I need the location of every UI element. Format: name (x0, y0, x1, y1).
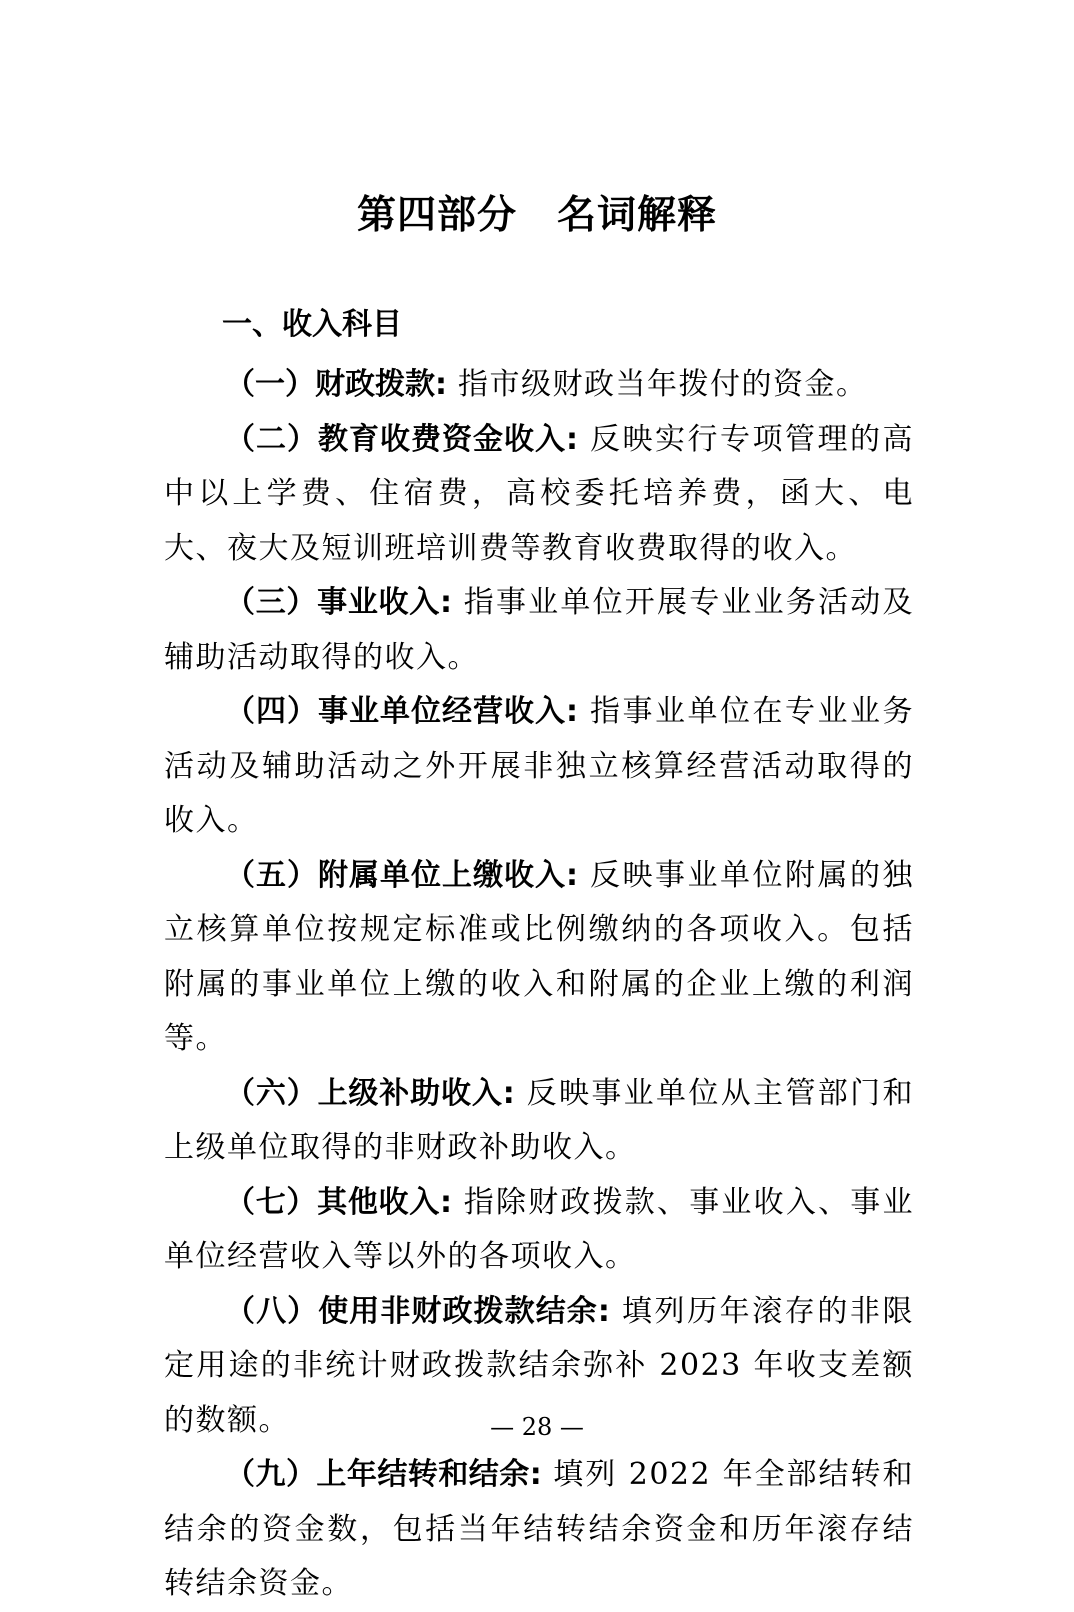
definition-term: （四）事业单位经营收入: (225, 694, 578, 729)
definition-item (164, 358, 914, 413)
section-heading: 一、收入科目 (222, 307, 402, 342)
definition-item (164, 1176, 914, 1285)
definition-text: 填列历年滚存的非限定用途的非统计财政拨款结余弥补 2023 年收支差额的数额。 (164, 1293, 914, 1438)
definition-text: 指事业单位在专业业务活动及辅助活动之外开展非独立核算经营活动取得的收入。 (164, 694, 915, 838)
definition-term: （三）事业收入: (225, 585, 452, 620)
definition-term: （五）附属单位上缴收入: (225, 857, 578, 893)
definition-text: 指事业单位开展专业业务活动及辅助活动取得的收入。 (164, 585, 914, 675)
definition-term: （一）财政拨款: (225, 367, 447, 402)
definition-term: （六）上级补助收入: (225, 1075, 515, 1111)
definition-text: 反映事业单位附属的独立核算单位按规定标准或比例缴纳的各项收入。包括附属的事业单位上缴的收入和附属的企业上缴的利润等。 (164, 857, 915, 1056)
definition-item (164, 849, 914, 1067)
definition-item (164, 1067, 914, 1176)
definition-term: （二）教育收费资金收入: (225, 421, 578, 457)
definition-item (164, 685, 914, 849)
definition-term: （九）上年结转和结余: (225, 1457, 542, 1492)
title-name: 名词解释 (557, 193, 718, 238)
definition-item (164, 1448, 914, 1612)
title-part: 第四部分 (356, 193, 517, 238)
definition-text: 反映事业单位从主管部门和上级单位取得的非财政补助收入。 (164, 1075, 915, 1165)
definition-term: （八）使用非财政拨款结余: (225, 1293, 610, 1329)
page-title (0, 188, 1074, 244)
page-number: — 28 — (490, 1413, 584, 1441)
definition-text: 填列 2022 年全部结转和结余的资金数，包括当年结转结余资金和历年滚存结转结余资金。 (164, 1457, 914, 1601)
definition-text: 指除财政拨款、事业收入、事业单位经营收入等以外的各项收入。 (164, 1184, 914, 1274)
definition-item (164, 413, 914, 577)
definition-text: 指市级财政当年拨付的资金。 (458, 367, 868, 402)
definition-term: （七）其他收入: (225, 1184, 452, 1220)
definition-text: 反映实行专项管理的高中以上学费、住宿费，高校委托培养费，函大、电大、夜大及短训班培训费等教育收费取得的收入。 (164, 421, 915, 566)
definition-item (164, 576, 914, 685)
